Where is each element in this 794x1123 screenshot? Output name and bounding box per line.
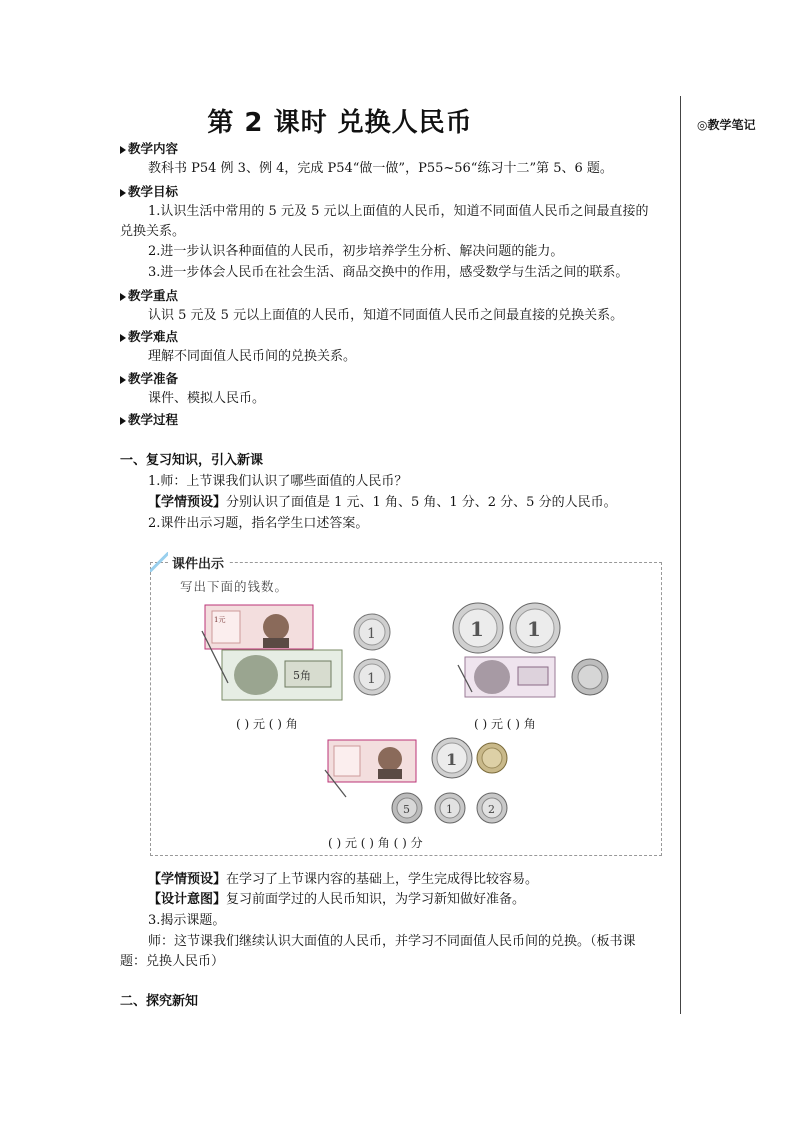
key-text: 认识 5 元及 5 元以上面值的人民币，知道不同面值人民币之间最直接的兑换关系。	[148, 308, 624, 323]
answer-blank-c[interactable]: ( ) 元 ( ) 角 ( ) 分	[328, 836, 423, 850]
svg-text:1: 1	[367, 671, 376, 687]
coin-1-jiao-b	[354, 659, 390, 695]
tag-learning-preview: 【学情预设】	[148, 495, 227, 510]
triangle-bullet-icon	[120, 146, 126, 154]
svg-text:5角: 5角	[293, 669, 311, 682]
after-line-4b: 题：兑换人民币）	[120, 954, 225, 969]
goal-1-line-1: 1.认识生活中常用的 5 元及 5 元以上面值的人民币，知道不同面值人民币之间最直接的	[148, 204, 649, 219]
svg-text:1: 1	[446, 803, 453, 816]
svg-text:2: 2	[488, 803, 495, 816]
svg-text:1: 1	[470, 617, 484, 641]
triangle-bullet-icon	[120, 376, 126, 384]
coin-1-fen	[435, 793, 465, 823]
answer-blank-a[interactable]: ( ) 元 ( ) 角	[236, 717, 298, 731]
triangle-bullet-icon	[120, 293, 126, 301]
notes-label: ◎教学笔记	[697, 118, 756, 132]
coin-2-fen	[477, 793, 507, 823]
coin-5-fen	[392, 793, 422, 823]
part1-line-1: 1.师：上节课我们认识了哪些面值的人民币？	[148, 474, 408, 489]
triangle-bullet-icon	[120, 189, 126, 197]
after-line-2: 【设计意图】复习前面学过的人民币知识，为学习新知做好准备。	[148, 892, 526, 907]
coin-1-yuan-b	[510, 603, 560, 653]
svg-text:1元: 1元	[214, 616, 226, 624]
part1-heading: 一、复习知识，引入新课	[120, 453, 264, 468]
tag-learning-preview-2: 【学情预设】	[148, 872, 227, 887]
coin-1-yuan-c	[432, 738, 472, 778]
part1-line-3: 2.课件出示习题，指名学生口述答案。	[148, 516, 369, 531]
coin-1-yuan-a	[453, 603, 503, 653]
triangle-bullet-icon	[120, 334, 126, 342]
content-text: 教科书 P54 例 3、例 4，完成 P54“做一做”，P55~56“练习十二”第 5、6 题。	[148, 161, 613, 176]
goals-heading: 教学目标	[120, 183, 178, 201]
coin-5-jiao-a	[572, 659, 608, 695]
after-line-3: 3.揭示课题。	[148, 913, 226, 928]
svg-text:1: 1	[367, 626, 376, 642]
after-line-4a: 师：这节课我们继续认识大面值的人民币，并学习不同面值人民币间的兑换。（板书课	[148, 934, 636, 949]
notes-column-divider	[680, 96, 681, 1014]
goal-3: 3.进一步体会人民币在社会生活、商品交换中的作用，感受数学与生活之间的联系。	[148, 265, 629, 280]
preparation-heading: 教学准备	[120, 370, 178, 388]
part1-line-2: 【学情预设】分别认识了面值是 1 元、1 角、5 角、1 分、2 分、5 分的人民币。	[148, 495, 617, 510]
coin-1-jiao-a	[354, 614, 390, 650]
banknote-coin-illustration	[150, 595, 660, 850]
page-title: 第 2 课时 兑换人民币	[207, 108, 473, 138]
after-line-1: 【学情预设】在学习了上节课内容的基础上，学生完成得比较容易。	[148, 872, 539, 887]
svg-text:5: 5	[403, 803, 410, 816]
preparation-text: 课件、模拟人民币。	[148, 391, 266, 406]
banknote-1-yuan-a	[205, 605, 313, 649]
svg-text:1: 1	[446, 750, 458, 769]
process-heading: 教学过程	[120, 411, 178, 429]
tag-design-intent: 【设计意图】	[148, 892, 227, 907]
goal-2: 2.进一步认识各种面值的人民币，初步培养学生分析、解决问题的能力。	[148, 244, 564, 259]
svg-text:1: 1	[527, 617, 541, 641]
difficulty-text: 理解不同面值人民币间的兑换关系。	[148, 349, 357, 364]
banknote-1-yuan-b	[328, 740, 416, 782]
coin-5-jiao-b	[477, 743, 507, 773]
answer-blank-b[interactable]: ( ) 元 ( ) 角	[474, 717, 536, 731]
part2-heading: 二、探究新知	[120, 994, 199, 1009]
goal-1-line-2: 兑换关系。	[120, 224, 186, 239]
box-corner-decoration	[150, 552, 168, 572]
exercise-label: 课件出示	[168, 553, 228, 572]
banknote-5-jiao-b	[465, 657, 555, 697]
difficulty-heading: 教学难点	[120, 328, 178, 346]
triangle-bullet-icon	[120, 417, 126, 425]
content-heading: 教学内容	[120, 140, 178, 158]
key-heading: 教学重点	[120, 287, 178, 305]
banknote-5-jiao-a	[222, 650, 342, 700]
exercise-instruction: 写出下面的钱数。	[180, 579, 289, 594]
